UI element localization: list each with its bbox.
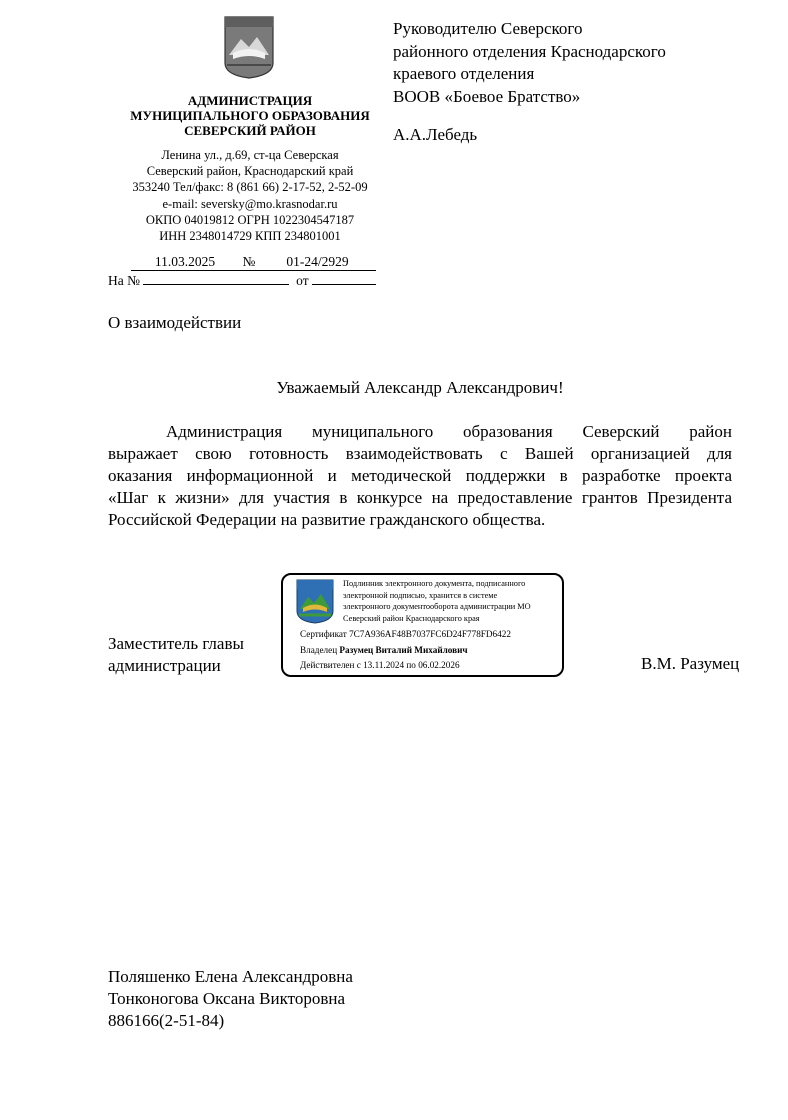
signer-title-line: Заместитель главы xyxy=(108,634,244,653)
stamp-head-line: Подлинник электронного документа, подписанного xyxy=(343,579,526,588)
in-reply-line xyxy=(108,272,376,290)
body-line: выражает свою готовность взаимодействовать с Вашей организацией для xyxy=(108,444,732,463)
organization-address xyxy=(112,147,388,244)
stamp-head-line: электронной подписью, хранится в системе xyxy=(343,590,498,600)
number-sign: № xyxy=(239,254,259,271)
recipient-block xyxy=(393,18,666,108)
recipient-name: А.А.Лебедь xyxy=(393,125,478,144)
address-line: e-mail: seversky@mo.krasnodar.ru xyxy=(162,196,338,211)
letter-subject: О взаимодействии xyxy=(108,313,242,332)
address-line: ИНН 2348014729 КПП 234801001 xyxy=(159,229,341,244)
body-line: «Шаг к жизни» для участия в конкурсе на предоставление грантов Президента xyxy=(108,488,732,507)
stamp-head-line: Северский район Краснодарского края xyxy=(343,613,480,623)
recipient-line: районного отделения Краснодарского xyxy=(393,41,666,61)
signer-name: В.М. Разумец xyxy=(641,654,740,673)
executor-phone: 886166(2-51-84) xyxy=(108,1011,225,1030)
body-line: оказания информационной и методической поддержки в разработке проекта xyxy=(108,466,732,485)
address-line: Ленина ул., д.69, ст-ца Северская xyxy=(161,148,339,162)
certificate-value: 7C7A936AF48B7037FC6D24F778FD6422 xyxy=(349,629,511,639)
org-name-line: СЕВЕРСКИЙ РАЙОН xyxy=(184,123,316,138)
reg-number: 01-24/2929 xyxy=(259,254,376,271)
owner-value: Разумец Виталий Михайлович xyxy=(339,644,468,655)
letter-body xyxy=(108,421,732,531)
from-label: от xyxy=(296,273,309,288)
validity-row xyxy=(300,658,511,674)
recipient-line: краевого отделения xyxy=(393,64,535,83)
electronic-signature-stamp xyxy=(281,573,564,677)
executor-line: Поляшенко Елена Александровна xyxy=(108,967,353,986)
stamp-details xyxy=(300,627,511,674)
coat-of-arms-emblem xyxy=(223,15,275,79)
valid-from: 13.11.2024 xyxy=(363,660,405,670)
address-line: 353240 Тел/факс: 8 (861 66) 2-17-52, 2-52-09 xyxy=(132,180,368,195)
registration-line xyxy=(112,254,388,271)
org-name-line: МУНИЦИПАЛЬНОГО ОБРАЗОВАНИЯ xyxy=(130,108,370,123)
address-line: ОКПО 04019812 ОГРН 1022304547187 xyxy=(145,212,355,227)
address-line: Северский район, Краснодарский край xyxy=(146,164,354,179)
valid-to-label: по xyxy=(406,660,416,670)
valid-to: 06.02.2026 xyxy=(418,660,460,670)
in-reply-number-blank xyxy=(143,272,289,285)
stamp-header xyxy=(343,578,568,624)
salutation: Уважаемый Александр Александрович! xyxy=(276,378,564,397)
reg-date: 11.03.2025 xyxy=(131,254,239,271)
recipient-line: Руководителю Северского xyxy=(393,19,583,38)
executor-line: Тонконогова Оксана Викторовна xyxy=(108,989,345,1008)
certificate-label: Сертификат xyxy=(300,629,347,639)
organization-name xyxy=(112,93,388,138)
owner-row xyxy=(300,643,511,659)
in-reply-date-blank xyxy=(312,272,376,285)
recipient-line: ВООВ «Боевое Братство» xyxy=(393,86,581,106)
body-line: Администрация муниципального образования Северский район xyxy=(166,422,732,441)
body-line: Российской Федерации на развитие гражданского общества. xyxy=(108,510,546,529)
in-reply-label: На № xyxy=(108,273,140,288)
stamp-head-line: электронного документооборота администрации МО xyxy=(343,602,531,611)
certificate-row xyxy=(300,627,511,643)
valid-label: Действителен с xyxy=(300,660,361,670)
stamp-coat-of-arms-icon xyxy=(296,579,334,624)
executors-block xyxy=(108,966,353,1032)
signer-title-line: администрации xyxy=(108,656,221,675)
org-name-line: АДМИНИСТРАЦИЯ xyxy=(187,93,313,108)
signer-title xyxy=(108,633,244,677)
owner-label: Владелец xyxy=(300,644,338,655)
